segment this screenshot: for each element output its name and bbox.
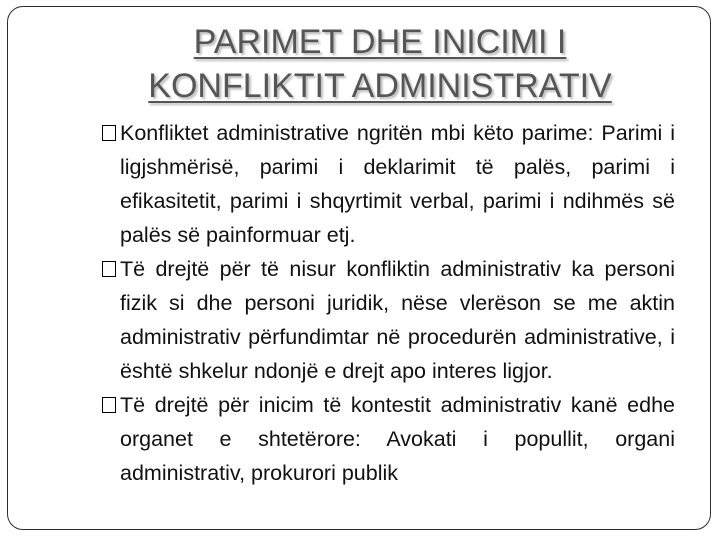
bullet-item (120, 116, 675, 252)
title-line-2: KONFLIKTIT ADMINISTRATIV (148, 67, 612, 105)
title-line-1: PARIMET DHE INICIMI I (193, 23, 567, 61)
slide-title (60, 20, 700, 108)
bullet-item (120, 388, 675, 490)
bullet-box-icon (102, 397, 116, 413)
bullet-text: Konfliktet administrative ngritën mbi këto parime: Parimi i ligjshmërisë, parimi i deklarimit të palës, parimi i efikasitetit, parimi i shqyrtimit verbal, parimi i ndihmës së palës së painformuar etj. (120, 121, 675, 247)
bullet-box-icon (102, 125, 116, 141)
bullet-text: Të drejtë për të nisur konfliktin administrativ ka personi fizik si dhe personi juridik, nëse vlerëson se me aktin administrativ përfundimtar në procedurën administrative, i është shkelur ndonjë e drejt apo interes ligjor. (120, 257, 675, 383)
slide-body (120, 116, 675, 490)
bullet-text: Të drejtë për inicim të kontestit administrativ kanë edhe organet e shtetërore: Avokati i popullit, organi administrativ, prokurori publik (120, 393, 675, 485)
bullet-item (120, 252, 675, 388)
bullet-box-icon (102, 261, 116, 277)
